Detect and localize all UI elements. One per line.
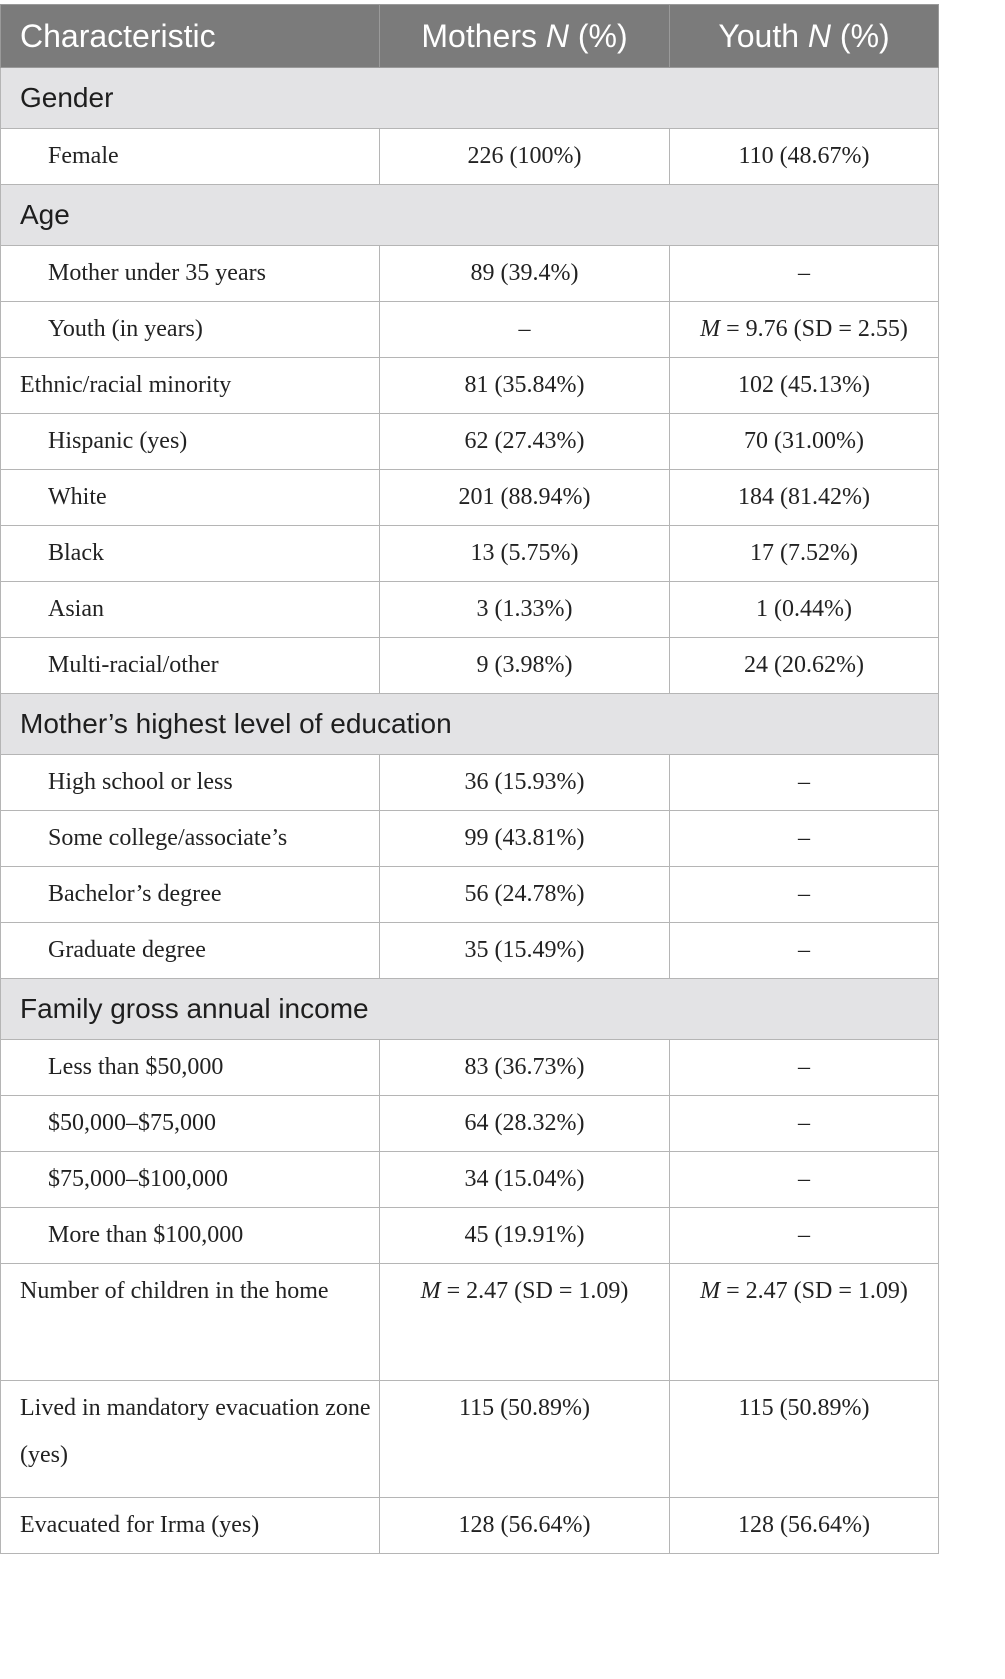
row-label: Evacuated for Irma (yes) (1, 1498, 380, 1554)
youth-value: – (670, 1208, 939, 1264)
table-row (1, 526, 939, 582)
section-header: Age (1, 185, 939, 246)
row-label: Ethnic/racial minority (1, 358, 380, 414)
table-row (1, 1040, 939, 1096)
row-label: Youth (in years) (1, 302, 380, 358)
youth-value: – (670, 867, 939, 923)
section-header: Gender (1, 68, 939, 129)
table-row (1, 811, 939, 867)
mothers-value: – (380, 302, 670, 358)
youth-value: – (670, 246, 939, 302)
row-label: More than $100,000 (1, 1208, 380, 1264)
table-row (1, 246, 939, 302)
row-label: $50,000–$75,000 (1, 1096, 380, 1152)
row-label: Graduate degree (1, 923, 380, 979)
mothers-value: 64 (28.32%) (380, 1096, 670, 1152)
row-label: Lived in mandatory evacuation zone (yes) (1, 1381, 380, 1498)
youth-value: – (670, 1040, 939, 1096)
youth-value: – (670, 1152, 939, 1208)
mothers-value: 3 (1.33%) (380, 582, 670, 638)
mothers-value: 81 (35.84%) (380, 358, 670, 414)
mothers-value: 34 (15.04%) (380, 1152, 670, 1208)
table-row (1, 1208, 939, 1264)
row-label: Number of children in the home (1, 1264, 380, 1381)
mothers-value: M = 2.47 (SD = 1.09) (380, 1264, 670, 1381)
header-youth-n: N (807, 17, 832, 54)
mothers-value: 13 (5.75%) (380, 526, 670, 582)
youth-value: – (670, 811, 939, 867)
youth-value: 70 (31.00%) (670, 414, 939, 470)
table-body (1, 68, 939, 1554)
row-label: Multi-racial/other (1, 638, 380, 694)
row-label: White (1, 470, 380, 526)
mothers-value: 89 (39.4%) (380, 246, 670, 302)
row-label: Female (1, 129, 380, 185)
mothers-value: 36 (15.93%) (380, 755, 670, 811)
mothers-value: 115 (50.89%) (380, 1381, 670, 1498)
table-row (1, 414, 939, 470)
youth-value: – (670, 923, 939, 979)
youth-value: M = 2.47 (SD = 1.09) (670, 1264, 939, 1381)
table-row (1, 1152, 939, 1208)
mothers-value: 45 (19.91%) (380, 1208, 670, 1264)
header-mothers-n: N (545, 17, 569, 54)
youth-value: 115 (50.89%) (670, 1381, 939, 1498)
header-mothers-suffix: (%) (568, 17, 628, 54)
mothers-value: 226 (100%) (380, 129, 670, 185)
row-label: Less than $50,000 (1, 1040, 380, 1096)
row-label: Black (1, 526, 380, 582)
mothers-value: 62 (27.43%) (380, 414, 670, 470)
header-youth-prefix: Youth (718, 17, 808, 54)
demographics-table (0, 4, 939, 1554)
table-row (1, 867, 939, 923)
row-label: Hispanic (yes) (1, 414, 380, 470)
youth-value: M = 9.76 (SD = 2.55) (670, 302, 939, 358)
table-row (1, 582, 939, 638)
youth-value: 1 (0.44%) (670, 582, 939, 638)
row-label: $75,000–$100,000 (1, 1152, 380, 1208)
youth-value: 184 (81.42%) (670, 470, 939, 526)
mothers-value: 99 (43.81%) (380, 811, 670, 867)
row-label: High school or less (1, 755, 380, 811)
section-header: Mother’s highest level of education (1, 694, 939, 755)
table-row (1, 1498, 939, 1554)
youth-value: 17 (7.52%) (670, 526, 939, 582)
mothers-value: 128 (56.64%) (380, 1498, 670, 1554)
row-label: Mother under 35 years (1, 246, 380, 302)
section-header-row (1, 185, 939, 246)
header-characteristic: Characteristic (1, 5, 380, 68)
youth-value: 110 (48.67%) (670, 129, 939, 185)
row-label: Some college/associate’s (1, 811, 380, 867)
youth-value: – (670, 755, 939, 811)
table-row (1, 638, 939, 694)
header-mothers-prefix: Mothers (421, 17, 546, 54)
mothers-value: 9 (3.98%) (380, 638, 670, 694)
table-row (1, 358, 939, 414)
mothers-value: 201 (88.94%) (380, 470, 670, 526)
table-row (1, 923, 939, 979)
header-youth (670, 5, 939, 68)
youth-value: – (670, 1096, 939, 1152)
mothers-value: 35 (15.49%) (380, 923, 670, 979)
table-row (1, 1096, 939, 1152)
header-row (1, 5, 939, 68)
section-header-row (1, 68, 939, 129)
mothers-value: 83 (36.73%) (380, 1040, 670, 1096)
youth-value: 24 (20.62%) (670, 638, 939, 694)
youth-value: 128 (56.64%) (670, 1498, 939, 1554)
row-label: Bachelor’s degree (1, 867, 380, 923)
section-header: Family gross annual income (1, 979, 939, 1040)
table-row (1, 1264, 939, 1381)
section-header-row (1, 979, 939, 1040)
table-row (1, 302, 939, 358)
header-youth-suffix: (%) (831, 17, 890, 54)
row-label: Asian (1, 582, 380, 638)
section-header-row (1, 694, 939, 755)
table-row (1, 755, 939, 811)
youth-value: 102 (45.13%) (670, 358, 939, 414)
table-row (1, 1381, 939, 1498)
mothers-value: 56 (24.78%) (380, 867, 670, 923)
table-row (1, 129, 939, 185)
table-row (1, 470, 939, 526)
header-mothers (380, 5, 670, 68)
